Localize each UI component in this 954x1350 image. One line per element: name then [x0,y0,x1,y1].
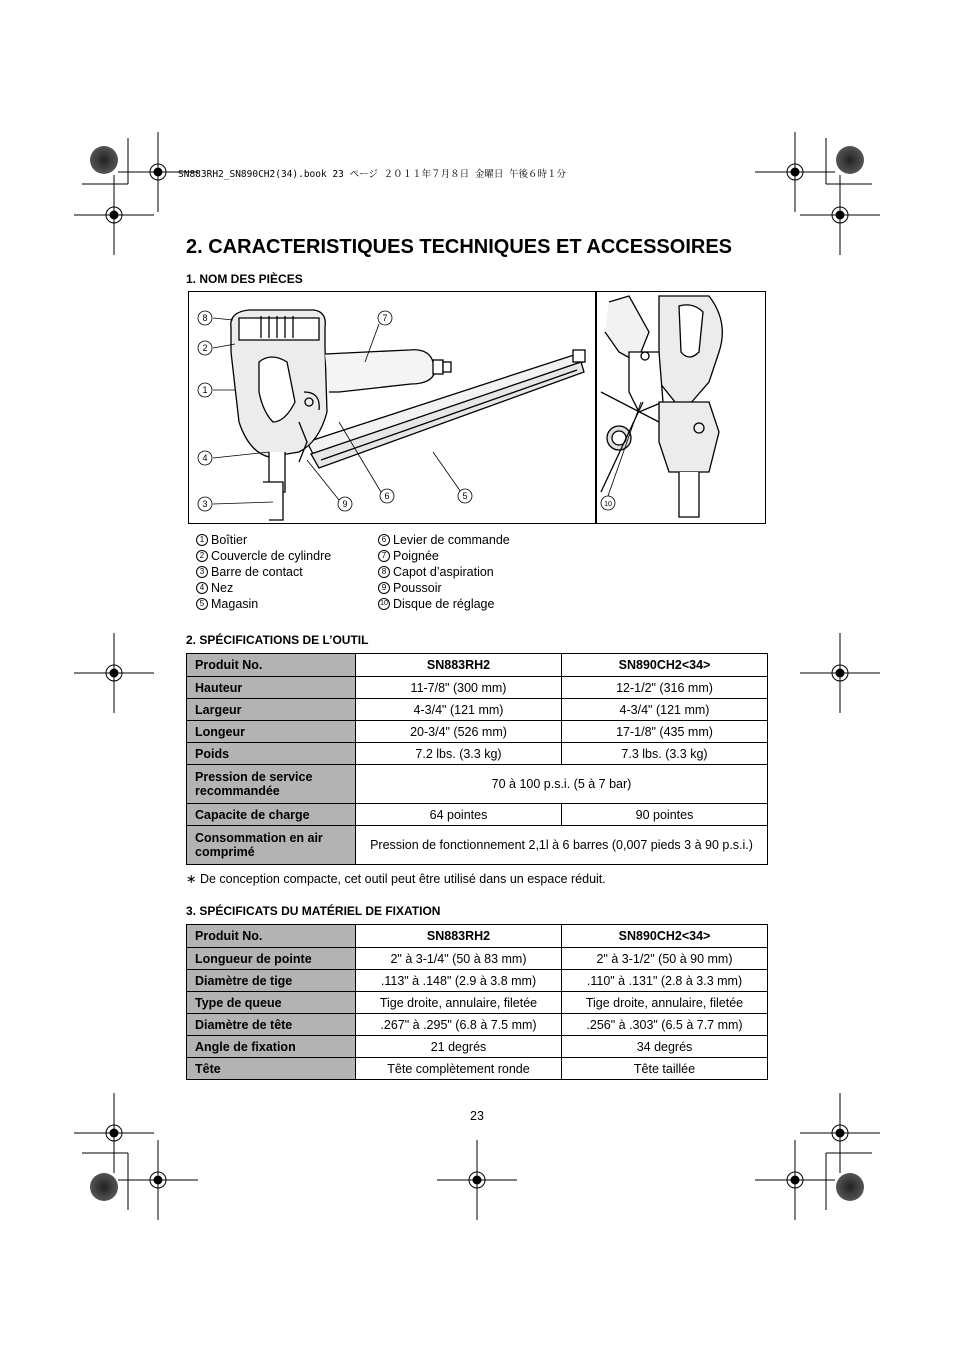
table-row: Tête Tête complètement ronde Tête taillée [187,1058,768,1080]
compact-design-note: ∗ De conception compacte, cet outil peut être utilisé dans un espace réduit. [186,872,606,886]
spec-table [186,653,768,865]
figure-divider [595,292,597,523]
legend-item: 2 Couvercle de cylindre [196,548,331,564]
callout-8: 8 [202,313,208,323]
table-row: Angle de fixation 21 degrés 34 degrés [187,1036,768,1058]
table-row: Longeur 20-3/4" (526 mm) 17-1/8" (435 mm) [187,721,768,743]
section-heading-specs: 2. SPÉCIFICATIONS DE L’OUTIL [186,633,369,647]
table-row: Capacite de charge 64 pointes 90 pointes [187,804,768,826]
legend-item: 9 Poussoir [378,580,510,596]
table-row: Consommation en air comprimé Pression de fonctionnement 2,1l à 6 barres (0,007 pieds 3 à 90 p.s.i.) [187,826,768,865]
table-row: Produit No. SN883RH2 SN890CH2<34> [187,654,768,677]
table-row: Pression de service recommandée 70 à 100 p.s.i. (5 à 7 bar) [187,765,768,804]
section-heading-parts: 1. NOM DES PIÈCES [186,272,303,286]
table-row: Diamètre de tige .113" à .148" (2.9 à 3.8 mm) .110" à .131" (2.8 à 3.3 mm) [187,970,768,992]
callout-4: 4 [202,453,208,463]
callout-7: 7 [382,313,388,323]
table-row: Produit No. SN883RH2 SN890CH2<34> [187,925,768,948]
table-row: Diamètre de tête .267" à .295" (6.8 à 7.5 mm) .256" à .303" (6.5 à 7.7 mm) [187,1014,768,1036]
legend-item: 4 Nez [196,580,331,596]
legend-item: 7 Poignée [378,548,510,564]
callout-1: 1 [202,385,208,395]
parts-legend-right [378,532,510,612]
print-header: SN883RH2_SN890CH2(34).book 23 ページ ２０１１年７月８日 金曜日 午後６時１分 [178,169,567,180]
fastener-table [186,924,768,1080]
legend-item: 6 Levier de commande [378,532,510,548]
table-row: Hauteur 11-7/8" (300 mm) 12-1/2" (316 mm) [187,677,768,699]
legend-item: 10 Disque de réglage [378,596,510,612]
legend-item: 1 Boîtier [196,532,331,548]
callout-2: 2 [202,343,208,353]
legend-item: 3 Barre de contact [196,564,331,580]
callout-3: 3 [202,499,208,509]
callout-5: 5 [462,491,468,501]
callout-10: 10 [604,501,612,508]
table-row: Largeur 4-3/4" (121 mm) 4-3/4" (121 mm) [187,699,768,721]
table-row: Type de queue Tige droite, annulaire, filetée Tige droite, annulaire, filetée [187,992,768,1014]
page-title: 2. CARACTERISTIQUES TECHNIQUES ET ACCESSOIRES [186,236,732,258]
section-heading-fasteners: 3. SPÉCIFICATS DU MATÉRIEL DE FIXATION [186,904,441,918]
legend-item: 8 Capot d’aspiration [378,564,510,580]
legend-item: 5 Magasin [196,596,331,612]
nailer-diagram [188,291,766,524]
table-row: Poids 7.2 lbs. (3.3 kg) 7.3 lbs. (3.3 kg) [187,743,768,765]
nailer-illustration [189,292,767,525]
starburst-icon [90,146,118,174]
table-row: Longueur de pointe 2" à 3-1/4" (50 à 83 mm) 2" à 3-1/2" (50 à 90 mm) [187,948,768,970]
callout-9: 9 [342,499,348,509]
parts-legend-left [196,532,331,612]
page-number: 23 [470,1109,484,1123]
callout-6: 6 [384,491,390,501]
